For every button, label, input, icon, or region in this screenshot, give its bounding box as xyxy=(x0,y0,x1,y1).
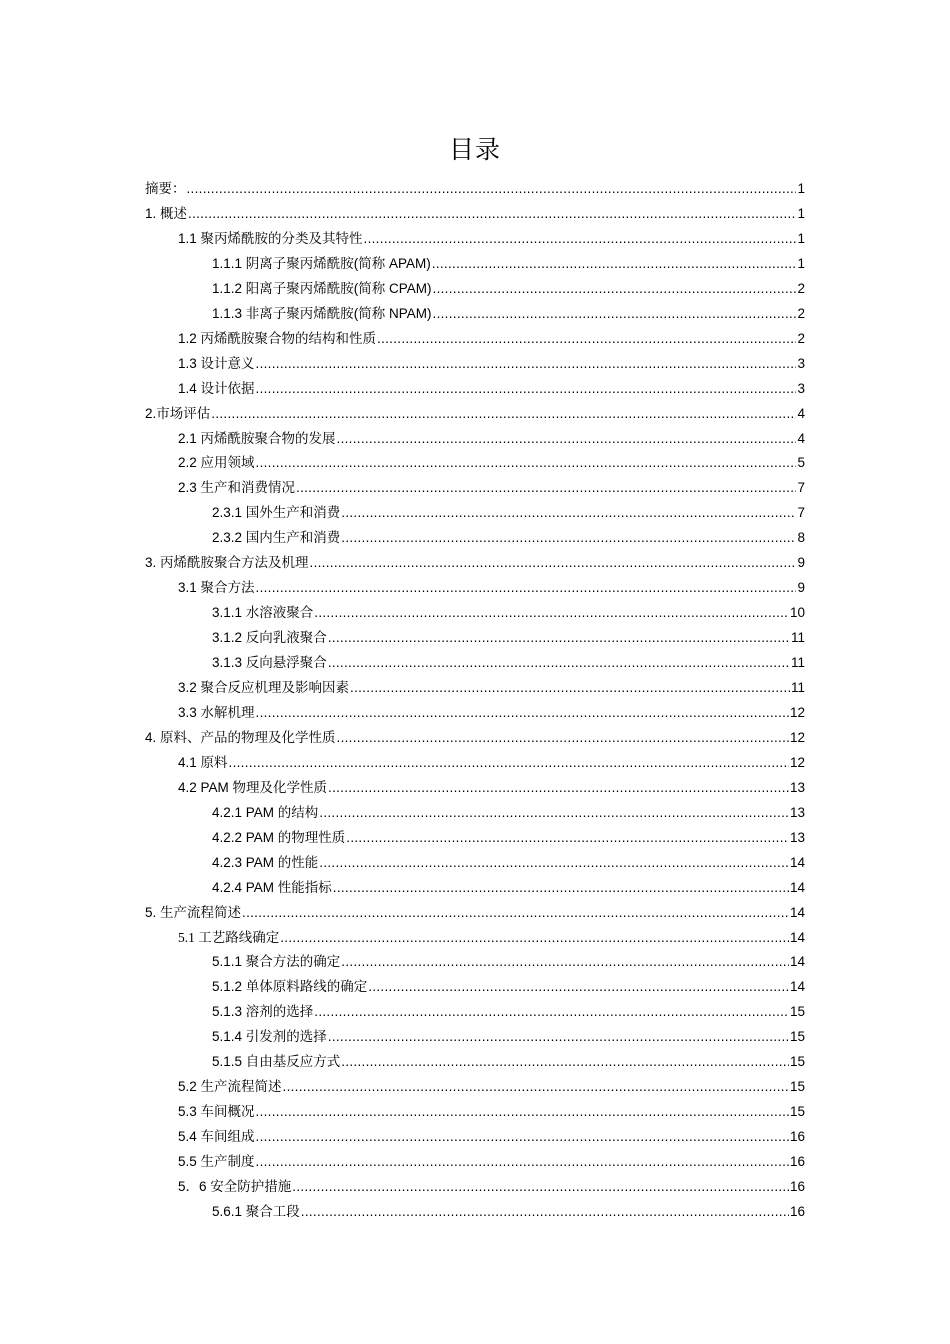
toc-leader-dots xyxy=(333,879,789,897)
toc-entry[interactable] xyxy=(178,1072,805,1096)
toc-entry-title: 3. 丙烯酰胺聚合方法及机理 xyxy=(145,555,309,571)
toc-leader-dots xyxy=(433,305,797,323)
toc-entry-title: 5. 生产流程简述 xyxy=(145,904,242,920)
toc-leader-dots xyxy=(368,978,789,996)
toc-entry-title: 5.1.1 聚合方法的确定 xyxy=(212,954,341,970)
toc-page-number: 12 xyxy=(789,729,805,745)
toc-entry[interactable] xyxy=(212,498,805,522)
toc-entry-title: 2.3.2 国内生产和消费 xyxy=(212,530,341,546)
toc-leader-dots xyxy=(341,953,789,971)
toc-entry-title: 5.1.2 单体原料路线的确定 xyxy=(212,979,368,995)
toc-page-number: 14 xyxy=(789,979,805,995)
toc-entry[interactable] xyxy=(212,972,805,996)
toc-entry-title: 4.2.1 PAM 的结构 xyxy=(212,804,319,820)
toc-leader-dots xyxy=(256,1153,789,1171)
toc-page-number: 5 xyxy=(797,455,805,471)
toc-entry-title: 4.2.3 PAM 的性能 xyxy=(212,854,319,870)
toc-page-number: 2 xyxy=(797,305,805,321)
toc-page-number: 2 xyxy=(797,330,805,346)
toc-page-number: 14 xyxy=(789,879,805,895)
toc-entry[interactable] xyxy=(145,723,805,747)
toc-page-number: 16 xyxy=(789,1179,805,1194)
toc-leader-dots xyxy=(256,704,789,722)
toc-entry-title: 1.1.1 阴离子聚丙烯酰胺(简称 APAM) xyxy=(212,255,431,271)
toc-entry[interactable] xyxy=(212,823,805,847)
toc-entry[interactable] xyxy=(212,798,805,822)
toc-leader-dots xyxy=(256,355,797,373)
toc-entry-title: 5.6.1 聚合工段 xyxy=(212,1203,300,1219)
toc-page-number: 15 xyxy=(789,1104,805,1120)
toc-page-number: 11 xyxy=(790,630,805,646)
toc-page-number: 9 xyxy=(797,580,805,596)
toc-entry-title: 3.3 水解机理 xyxy=(178,704,255,720)
toc-title: 目录 xyxy=(448,135,501,164)
toc-entry[interactable] xyxy=(178,698,805,722)
toc-leader-dots xyxy=(283,1078,789,1096)
toc-leader-dots xyxy=(229,754,789,772)
toc-page-number: 16 xyxy=(789,1203,805,1219)
toc-entry[interactable] xyxy=(212,1022,805,1046)
toc-page-number: 9 xyxy=(797,555,805,571)
toc-page-number: 1 xyxy=(797,181,805,196)
toc-entry-title: 4.2.4 PAM 性能指标 xyxy=(212,879,332,895)
toc-entry-title: 5．6 安全防护措施 xyxy=(178,1179,292,1194)
toc-entry[interactable] xyxy=(212,848,805,872)
toc-page-number: 12 xyxy=(789,754,805,770)
toc-entry-title: 5.1.5 自由基反应方式 xyxy=(212,1054,341,1070)
toc-leader-dots xyxy=(364,230,797,248)
toc-leader-dots xyxy=(211,405,796,423)
toc-entry-title: 3.1.1 水溶液聚合 xyxy=(212,605,314,621)
toc-entry-title: 4. 原料、产品的物理及化学性质 xyxy=(145,729,336,745)
toc-entry[interactable] xyxy=(178,573,805,597)
toc-entry-title: 5.1 工艺路线确定 xyxy=(178,929,280,945)
toc-entry[interactable] xyxy=(178,324,805,348)
toc-page-number: 4 xyxy=(797,405,805,421)
toc-entry-title: 4.2 PAM 物理及化学性质 xyxy=(178,779,328,795)
toc-leader-dots xyxy=(328,654,790,672)
toc-entry-title: 3.2 聚合反应机理及影响因素 xyxy=(178,680,350,695)
toc-entry[interactable] xyxy=(212,598,805,622)
toc-entry-title: 2.3.1 国外生产和消费 xyxy=(212,505,341,521)
toc-leader-dots xyxy=(187,180,797,198)
toc-page-number: 12 xyxy=(789,704,805,720)
toc-entry-title: 1.1 聚丙烯酰胺的分类及其特性 xyxy=(178,230,363,246)
toc-entry[interactable] xyxy=(212,249,805,273)
toc-entry[interactable] xyxy=(212,947,805,971)
toc-page-number: 8 xyxy=(797,530,805,546)
toc-leader-dots xyxy=(256,1103,789,1121)
toc-entry[interactable] xyxy=(178,424,805,448)
toc-entry[interactable] xyxy=(212,299,805,323)
toc-entry-title: 5.5 生产制度 xyxy=(178,1154,255,1170)
toc-leader-dots xyxy=(301,1203,789,1221)
toc-leader-dots xyxy=(433,280,797,298)
toc-leader-dots xyxy=(256,579,797,597)
toc-entry[interactable] xyxy=(178,374,805,398)
toc-page-number: 11 xyxy=(790,680,805,695)
toc-leader-dots xyxy=(432,255,797,273)
toc-leader-dots xyxy=(292,1178,789,1196)
toc-entry-title: 1.3 设计意义 xyxy=(178,355,255,371)
toc-leader-dots xyxy=(319,804,789,822)
toc-entry[interactable] xyxy=(212,873,805,897)
toc-entry[interactable] xyxy=(178,673,805,697)
toc-entry[interactable] xyxy=(178,1172,805,1196)
toc-entry[interactable] xyxy=(178,923,805,947)
toc-entry[interactable] xyxy=(212,1197,805,1221)
toc-page-number: 15 xyxy=(789,1054,805,1070)
toc-entry[interactable] xyxy=(212,997,805,1021)
toc-leader-dots xyxy=(337,729,789,747)
toc-page-number: 1 xyxy=(797,205,805,221)
toc-leader-dots xyxy=(314,1003,789,1021)
toc-entry-title: 1. 概述 xyxy=(145,205,188,221)
toc-entry-title: 5.2 生产流程简述 xyxy=(178,1079,282,1095)
toc-entry[interactable] xyxy=(145,199,805,223)
toc-leader-dots xyxy=(346,829,789,847)
toc-page-number: 2 xyxy=(797,280,805,296)
toc-entry[interactable] xyxy=(145,174,805,198)
toc-leader-dots xyxy=(328,779,789,797)
toc-entry[interactable] xyxy=(178,1147,805,1171)
toc-page-number: 15 xyxy=(789,1079,805,1095)
toc-leader-dots xyxy=(256,454,797,472)
toc-leader-dots xyxy=(337,430,797,448)
toc-entry[interactable] xyxy=(178,448,805,472)
toc-leader-dots xyxy=(319,854,789,872)
toc-leader-dots xyxy=(341,1053,789,1071)
toc-leader-dots xyxy=(242,904,789,922)
toc-entry[interactable] xyxy=(212,1047,805,1071)
toc-entry[interactable] xyxy=(212,623,805,647)
toc-entry[interactable] xyxy=(145,399,805,423)
toc-entry[interactable] xyxy=(212,523,805,547)
toc-page-number: 1 xyxy=(797,230,805,246)
toc-page-number: 13 xyxy=(789,779,805,795)
toc-leader-dots xyxy=(314,604,789,622)
toc-entry[interactable] xyxy=(178,349,805,373)
toc-entry-title: 2.1 丙烯酰胺聚合物的发展 xyxy=(178,430,336,446)
toc-page-number: 7 xyxy=(797,480,805,496)
toc-leader-dots xyxy=(328,1028,789,1046)
toc-page-number: 1 xyxy=(797,255,805,271)
toc-page-number: 15 xyxy=(789,1029,805,1045)
toc-leader-dots xyxy=(296,479,796,497)
toc-entry-title: 4.1 原料 xyxy=(178,754,228,770)
toc-leader-dots xyxy=(310,554,797,572)
toc-entry-title: 5.3 车间概况 xyxy=(178,1104,255,1120)
toc-entry-title: 5.1.3 溶剂的选择 xyxy=(212,1004,314,1020)
toc-entry[interactable] xyxy=(178,1097,805,1121)
toc-entry-title: 2.市场评估 xyxy=(145,405,211,421)
toc-page-number: 13 xyxy=(789,829,805,845)
toc-page-number: 16 xyxy=(789,1154,805,1170)
toc-leader-dots xyxy=(341,504,796,522)
toc-entry-title: 2.3 生产和消费情况 xyxy=(178,480,296,496)
toc-entry[interactable] xyxy=(212,274,805,298)
toc-leader-dots xyxy=(377,330,796,348)
toc-page-number: 11 xyxy=(790,655,805,671)
toc-entry[interactable] xyxy=(178,773,805,797)
toc-page-number: 16 xyxy=(789,1129,805,1145)
toc-entry-title: 5.4 车间组成 xyxy=(178,1129,255,1145)
toc-entry-title: 2.2 应用领域 xyxy=(178,455,255,471)
toc-leader-dots xyxy=(256,380,797,398)
toc-entry[interactable] xyxy=(178,224,805,248)
toc-entry-title: 1.1.2 阳离子聚丙烯酰胺(简称 CPAM) xyxy=(212,280,432,296)
toc-entry-title: 1.1.3 非离子聚丙烯酰胺(简称 NPAM) xyxy=(212,305,432,321)
toc-leader-dots xyxy=(341,529,796,547)
toc-entry[interactable] xyxy=(178,748,805,772)
toc-leader-dots xyxy=(188,205,796,223)
toc-entry-title: 5.1.4 引发剂的选择 xyxy=(212,1029,327,1045)
toc-leader-dots xyxy=(328,629,790,647)
toc-page-number: 3 xyxy=(797,355,805,371)
toc-page-number: 14 xyxy=(789,904,805,920)
toc-entry[interactable] xyxy=(145,548,805,572)
toc-entry[interactable] xyxy=(212,648,805,672)
toc-entry-title: 3.1 聚合方法 xyxy=(178,580,255,596)
toc-leader-dots xyxy=(256,1128,789,1146)
toc-page-number: 7 xyxy=(797,505,805,521)
toc-entry-title: 摘要： xyxy=(145,181,186,196)
toc-page-number: 3 xyxy=(797,380,805,396)
toc-entry-title: 4.2.2 PAM 的物理性质 xyxy=(212,829,346,845)
toc-entry-title: 3.1.2 反向乳液聚合 xyxy=(212,630,327,646)
toc-page-number: 15 xyxy=(789,1004,805,1020)
toc-page-number: 4 xyxy=(797,430,805,446)
toc-page-number: 10 xyxy=(789,605,805,621)
toc-page-number: 13 xyxy=(789,804,805,820)
toc-entry[interactable] xyxy=(145,898,805,922)
toc-leader-dots xyxy=(350,679,790,697)
toc-entry[interactable] xyxy=(178,1122,805,1146)
toc-page-number: 14 xyxy=(789,954,805,970)
toc-leader-dots xyxy=(280,929,789,947)
toc-page-number: 14 xyxy=(789,929,805,945)
toc-entry-title: 3.1.3 反向悬浮聚合 xyxy=(212,655,327,671)
toc-page-number: 14 xyxy=(789,854,805,870)
toc-entry[interactable] xyxy=(178,473,805,497)
toc-entry-title: 1.2 丙烯酰胺聚合物的结构和性质 xyxy=(178,330,377,346)
toc-entry-title: 1.4 设计依据 xyxy=(178,380,255,396)
